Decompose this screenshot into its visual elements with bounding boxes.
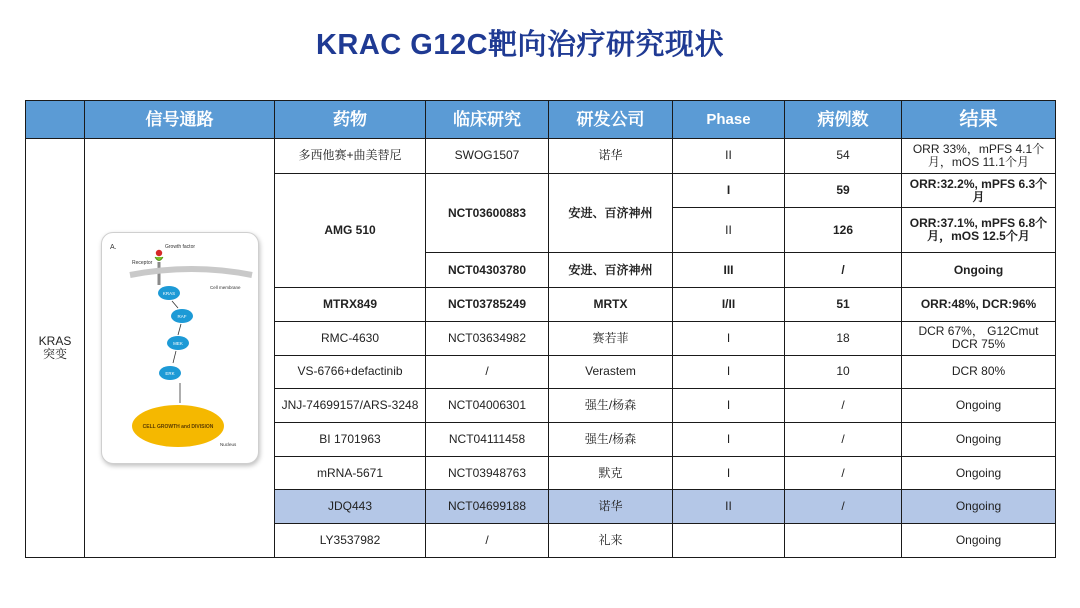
phase-cell: I (673, 173, 785, 208)
trial-cell: NCT03600883 (426, 173, 549, 253)
phase-cell: I (673, 423, 785, 457)
cell-growth-label: CELL GROWTH and DIVISION (142, 424, 213, 430)
trial-cell: NCT04303780 (426, 253, 549, 288)
company-cell: 诺华 (549, 490, 673, 524)
header-company: 研发公司 (549, 101, 673, 139)
result-cell: ORR 33%，mPFS 4.1个月，mOS 11.1个月 (902, 139, 1056, 174)
phase-cell: I (673, 389, 785, 423)
cases-cell: / (785, 253, 902, 288)
header-trial: 临床研究 (426, 101, 549, 139)
company-cell: 强生/杨森 (549, 423, 673, 457)
trial-cell: NCT03634982 (426, 321, 549, 355)
drug-cell: VS-6766+defactinib (275, 355, 426, 389)
drug-cell: LY3537982 (275, 524, 426, 558)
page-title: KRAC G12C靶向治疗研究现状 (315, 29, 725, 61)
cases-cell: / (785, 490, 902, 524)
arrow-kras-raf (172, 301, 178, 308)
header-pathway: 信号通路 (85, 101, 275, 139)
company-cell: 诺华 (549, 139, 673, 174)
company-cell: MRTX (549, 288, 673, 322)
company-cell: 赛若菲 (549, 321, 673, 355)
cases-cell: / (785, 456, 902, 490)
result-cell: DCR 67%， G12Cmut DCR 75% (902, 321, 1056, 355)
trial-cell: NCT04699188 (426, 490, 549, 524)
pathway-cell (85, 139, 275, 558)
result-cell: Ongoing (902, 423, 1056, 457)
header-drug: 药物 (275, 101, 426, 139)
drug-cell: 多西他赛+曲美替尼 (275, 139, 426, 174)
company-cell: Verastem (549, 355, 673, 389)
arrow-mek-erk (173, 351, 176, 363)
company-cell: 默克 (549, 456, 673, 490)
drug-cell: AMG 510 (275, 173, 426, 287)
drug-cell: MTRX849 (275, 288, 426, 322)
panel-label: A. (109, 244, 117, 251)
trial-cell: / (426, 524, 549, 558)
phase-cell: III (673, 253, 785, 288)
trial-cell: / (426, 355, 549, 389)
gene-status: 突变 (42, 347, 67, 361)
cell-membrane-label: Cell membrane (209, 285, 241, 290)
result-cell: ORR:37.1%, mPFS 6.8个月，mOS 12.5个月 (902, 208, 1056, 253)
table-row (26, 139, 1056, 174)
header-phase: Phase (673, 101, 785, 139)
growth-factor-icon (155, 250, 161, 256)
cases-cell: 18 (785, 321, 902, 355)
result-cell: Ongoing (902, 253, 1056, 288)
phase-cell: I (673, 456, 785, 490)
table-header-row (26, 101, 1056, 139)
company-cell: 安进、百济神州 (549, 253, 673, 288)
company-cell: 礼来 (549, 524, 673, 558)
cases-cell: 54 (785, 139, 902, 174)
cases-cell: / (785, 389, 902, 423)
phase-cell (673, 524, 785, 558)
growth-factor-label: Growth factor (164, 244, 195, 250)
cases-cell: 59 (785, 173, 902, 208)
cases-cell: 51 (785, 288, 902, 322)
header-cases: 病例数 (785, 101, 902, 139)
phase-cell: II (673, 139, 785, 174)
receptor-icon (155, 257, 163, 261)
kras-label: KRAS (162, 291, 175, 296)
drug-cell: RMC-4630 (275, 321, 426, 355)
header-gene (26, 101, 85, 139)
cell-membrane-shape (130, 269, 252, 275)
result-cell: ORR:48%, DCR:96% (902, 288, 1056, 322)
result-cell: Ongoing (902, 524, 1056, 558)
gene-cell (26, 139, 85, 558)
drug-cell: BI 1701963 (275, 423, 426, 457)
drug-cell: mRNA-5671 (275, 456, 426, 490)
receptor-label: Receptor (131, 260, 152, 266)
phase-cell: I (673, 321, 785, 355)
drug-cell: JDQ443 (275, 490, 426, 524)
result-cell: ORR:32.2%, mPFS 6.3个月 (902, 173, 1056, 208)
pathway-diagram (102, 233, 258, 463)
trial-cell: NCT03948763 (426, 456, 549, 490)
cases-cell (785, 524, 902, 558)
trials-table (25, 100, 1056, 558)
erk-label: ERK (164, 371, 175, 376)
result-cell: Ongoing (902, 490, 1056, 524)
result-cell: Ongoing (902, 456, 1056, 490)
trial-cell: NCT04111458 (426, 423, 549, 457)
kras-pathway-figure (101, 232, 259, 464)
gene-name: KRAS (38, 334, 72, 348)
company-cell: 强生/杨森 (549, 389, 673, 423)
company-cell: 安进、百济神州 (549, 173, 673, 253)
phase-cell: I (673, 355, 785, 389)
phase-cell: II (673, 208, 785, 253)
cases-cell: / (785, 423, 902, 457)
arrow-raf-mek (178, 324, 181, 335)
trial-cell: NCT04006301 (426, 389, 549, 423)
header-result: 结果 (902, 101, 1056, 139)
drug-cell: JNJ-74699157/ARS-3248 (275, 389, 426, 423)
raf-label: RAF (177, 314, 186, 319)
phase-cell: II (673, 490, 785, 524)
cases-cell: 10 (785, 355, 902, 389)
result-cell: DCR 80% (902, 355, 1056, 389)
trial-cell: NCT03785249 (426, 288, 549, 322)
nucleus-label: Nucleus (219, 442, 236, 447)
phase-cell: I/II (673, 288, 785, 322)
cases-cell: 126 (785, 208, 902, 253)
mek-label: MEK (172, 341, 183, 346)
result-cell: Ongoing (902, 389, 1056, 423)
trial-cell: SWOG1507 (426, 139, 549, 174)
